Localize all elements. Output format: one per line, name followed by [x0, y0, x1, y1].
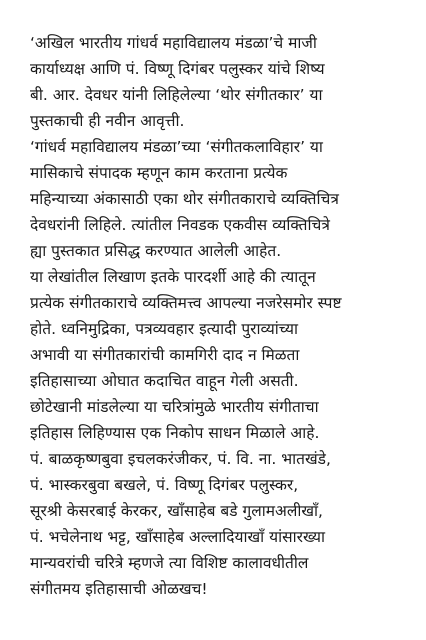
text-line: होते. ध्वनिमुद्रिका, पत्रव्यवहार इत्यादी पुराव्यांच्या — [30, 320, 298, 338]
text-line: ह्या पुस्तकात प्रसिद्ध करण्यात आलेली आहेत. — [30, 242, 282, 260]
text-line: पं. भास्करबुवा बखले, पं. विष्णू दिगंबर पलुस्कर, — [30, 476, 299, 494]
text-line: महिन्याच्या अंकासाठी एका थोर संगीतकाराचे व्यक्तिचित्र — [30, 190, 339, 208]
text-line: छोटेखानी मांडलेल्या या चरित्रांमुळे भारतीय संगीताचा — [30, 398, 319, 416]
text-line: अभावी या संगीतकारांची कामगिरी दाद न मिळता — [30, 346, 300, 364]
text-line: कार्याध्यक्ष आणि पं. विष्णू दिगंबर पलुस्कर यांचे शिष्य — [30, 60, 325, 78]
text-line: पं. भचेलेनाथ भट्ट, खाँसाहेब अल्लादियाखाँ यांसारख्या — [30, 528, 326, 546]
text-line: प्रत्येक संगीतकाराचे व्यक्तिमत्त्व आपल्या नजरेसमोर स्पष्ट — [30, 294, 342, 312]
text-line: इतिहास लिहिण्यास एक निकोप साधन मिळाले आहे. — [30, 424, 320, 442]
text-line: ‘गांधर्व महाविद्यालय मंडळा’च्या ‘संगीतकलाविहार’ या — [30, 138, 323, 156]
text-line: या लेखांतील लिखाण इतके पारदर्शी आहे की त्यातून — [30, 268, 316, 286]
text-line: पुस्तकाची ही नवीन आवृत्ती. — [30, 112, 185, 130]
text-line: पं. बाळकृष्णबुवा इचलकरंजीकर, पं. वि. ना. भातखंडे, — [30, 450, 331, 468]
text-line: बी. आर. देवधर यांनी लिहिलेल्या ‘थोर संगीतकार’ या — [30, 86, 323, 104]
body-text — [30, 30, 415, 602]
text-line: संगीतमय इतिहासाची ओळखच! — [30, 580, 208, 598]
text-line: मासिकाचे संपादक म्हणून काम करताना प्रत्येक — [30, 164, 288, 182]
text-line: मान्यवरांची चरित्रे म्हणजे त्या विशिष्ट कालावधीतील — [30, 554, 309, 572]
text-line: देवधरांनी लिहिले. त्यांतील निवडक एकवीस व्यक्तिचित्रे — [30, 216, 330, 234]
text-line: सूरश्री केसरबाई केरकर, खाँसाहेब बडे गुलामअलीखाँ, — [30, 502, 323, 520]
text-line: इतिहासाच्या ओघात कदाचित वाहून गेली असती. — [30, 372, 299, 390]
text-line: ‘अखिल भारतीय गांधर्व महाविद्यालय मंडळा’चे माजी — [30, 34, 317, 52]
